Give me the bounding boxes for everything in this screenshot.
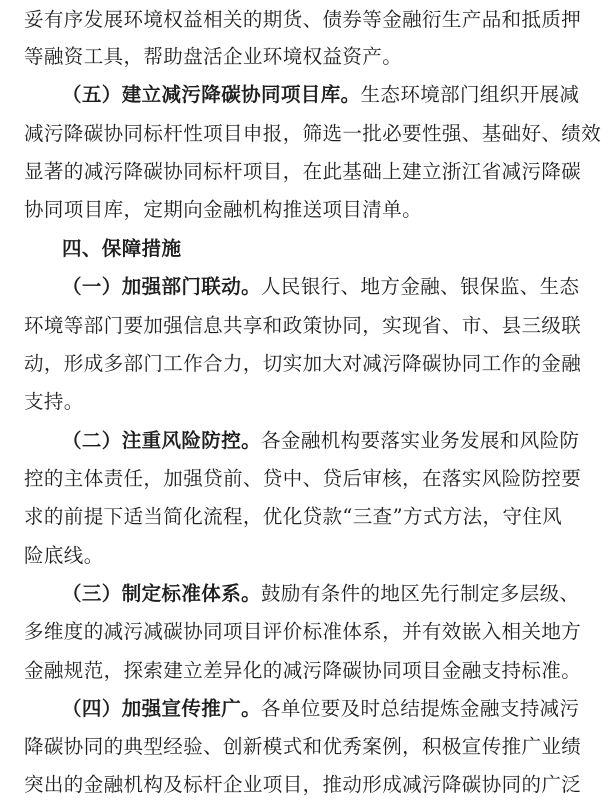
paragraph-2-title: （二）注重风险防控。 bbox=[62, 428, 262, 452]
paragraph-4-text: 各单位要及时总结提炼金融支持减污 bbox=[261, 696, 580, 720]
text-line: 妥有序发展环境权益相关的期货、债券等金融衍生产品和抵质押 bbox=[24, 8, 582, 31]
text-line: 求的前提下适当简化流程，优化贷款“三查”方式方法，守住风 bbox=[24, 504, 563, 528]
paragraph-2-text: 各金融机构要落实业务发展和风险防 bbox=[261, 428, 580, 452]
text-line: 环境等部门要加强信息共享和政策协同，实现省、市、县三级联 bbox=[24, 313, 582, 337]
paragraph-3-text: 鼓励有条件的地区先行制定多层级、 bbox=[261, 581, 580, 605]
text-line: 降碳协同的典型经验、创新模式和优秀案例，积极宣传推广业绩 bbox=[24, 734, 582, 758]
text-line: 减污降碳协同标杆性项目申报，筛选一批必要性强、基础好、绩效 bbox=[24, 122, 602, 146]
text-line: 支持。 bbox=[24, 389, 84, 413]
paragraph-5-title: （五）建立减污降碳协同项目库。 bbox=[62, 83, 361, 107]
paragraph-5-text: 生态环境部门组织开展减 bbox=[360, 83, 580, 107]
paragraph-1-title: （一）加强部门联动。 bbox=[62, 275, 262, 299]
paragraph-1-text: 人民银行、地方金融、银保监、生态 bbox=[261, 275, 580, 299]
text-line: 等融资工具，帮助盘活企业环境权益资产。 bbox=[24, 45, 403, 69]
paragraph-1-first-line bbox=[62, 272, 579, 302]
section-heading: 四、保障措施 bbox=[62, 236, 182, 260]
text-line: 显著的减污降碳协同标杆项目，在此基础上建立浙江省减污降碳 bbox=[24, 160, 582, 184]
paragraph-4-title: （四）加强宣传推广。 bbox=[62, 696, 262, 720]
paragraph-5-first-line bbox=[62, 80, 579, 110]
text-line: 险底线。 bbox=[24, 543, 104, 567]
text-line: 多维度的减污减碳协同项目评价标准体系，并有效嵌入相关地方 bbox=[24, 619, 582, 643]
text-line: 突出的金融机构及标杆企业项目，推动形成减污降碳协同的广泛 bbox=[24, 773, 582, 796]
paragraph-2-first-line bbox=[62, 426, 579, 456]
text-line: 控的主体责任，加强贷前、贷中、贷后审核，在落实风险防控要 bbox=[24, 466, 582, 490]
paragraph-4-first-line bbox=[62, 694, 579, 724]
text-line: 金融规范，探索建立差异化的减污降碳协同项目金融支持标准。 bbox=[24, 658, 582, 682]
paragraph-3-first-line bbox=[62, 579, 579, 609]
paragraph-3-title: （三）制定标准体系。 bbox=[62, 581, 262, 605]
text-line: 动，形成多部门工作合力，切实加大对减污降碳协同工作的金融 bbox=[24, 351, 582, 375]
text-line: 协同项目库，定期向金融机构推送项目清单。 bbox=[24, 198, 423, 222]
